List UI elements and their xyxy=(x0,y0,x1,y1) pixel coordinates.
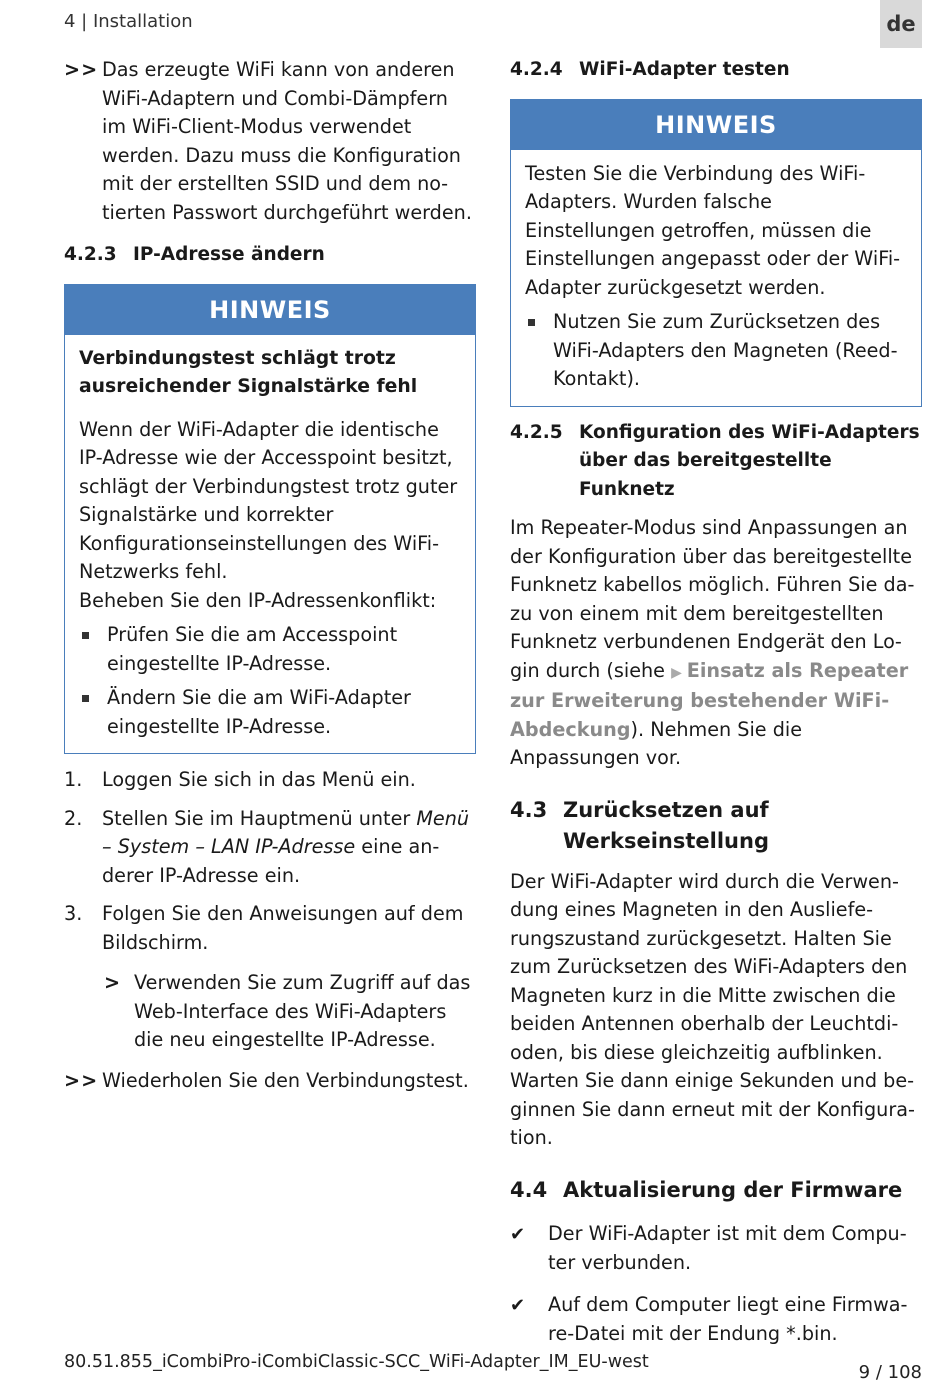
left-column xyxy=(64,56,476,1095)
notice-bullet xyxy=(525,308,907,394)
sub-result-marker: > xyxy=(104,971,121,994)
bullet-square-icon xyxy=(528,319,535,326)
triangle-right-icon: ▶ xyxy=(671,664,687,681)
footer-page-number: 9 / 108 xyxy=(858,1362,922,1383)
notice-bullet xyxy=(79,621,461,678)
step-item xyxy=(64,805,476,891)
result-text: Das erzeugte WiFi kann von anderen WiFi-Adaptern und Combi-Dämpfern im WiFi-Client-Modus verwendet werden. Dazu muss die Konfiguration mit der erstellten SSID und dem notierten Passwort durchgeführt werden. xyxy=(102,58,472,224)
notice-box xyxy=(64,284,476,755)
section-number: 4.2.3 xyxy=(64,244,117,265)
notice-label: HINWEIS xyxy=(65,285,475,335)
bullet-text: Ändern Sie die am WiFi-Adapter eingestellte IP-Adresse. xyxy=(107,686,411,738)
step-number: 3. xyxy=(64,902,83,925)
cross-reference-text: Einsatz als Repeater zur Erweiterung bestehender WiFi-Abdeckung xyxy=(510,658,909,741)
notice-remedy: Beheben Sie den IP-Adressenkonflikt: xyxy=(79,588,437,612)
paragraph-repeater xyxy=(510,514,922,773)
checkmark-icon: ✔ xyxy=(510,1295,526,1316)
notice-text: Testen Sie die Verbindung des WiFi-Adapters. Wurden falsche Einstellungen getroffen, müssen die Einstellungen angepasst oder der WiFi-Adapter zurückgesetzt werden. xyxy=(525,161,901,299)
bullet-text: Prüfen Sie die am Accesspoint eingestellte IP-Adresse. xyxy=(107,623,398,675)
section-heading-4-4 xyxy=(510,1175,922,1207)
result-marker: >> xyxy=(64,1068,99,1092)
notice-text: Wenn der WiFi-Adapter die identische IP-Adresse wie der Accesspoint besitzt, schlägt der Verbindungstest trotz guter Signalstärke und korrekter Konfigurationseinstellungen des WiFi-Netzwerks fehl. xyxy=(79,417,458,583)
notice-bullet xyxy=(79,684,461,741)
paragraph-reset: Der WiFi-Adapter wird durch die Verwendung eines Magneten in den Auslieferungszustand zurückgesetzt. Halten Sie zum Zurücksetzen des WiFi-Adapters den Magneten kurz in die Mitte zwischen die beiden Antennen oberhalb der Leuchtdioden, bis diese gleichzeitig aufblinken. Warten Sie dann einige Sekunden und beginnen Sie dann erneut mit der Konfiguration. xyxy=(510,869,915,1149)
section-title: Konfiguration des WiFi-Adapters über das bereitgestellte Funknetz xyxy=(579,421,920,500)
step-item xyxy=(64,900,476,957)
section-heading-4-2-5 xyxy=(510,419,922,505)
prerequisite-item xyxy=(510,1220,922,1277)
section-number: 4.2.5 xyxy=(510,421,563,443)
notice-body xyxy=(511,150,921,406)
bullet-square-icon xyxy=(82,695,89,702)
step-text: Loggen Sie sich in das Menü ein. xyxy=(102,768,416,791)
step-number: 2. xyxy=(64,806,83,830)
section-title: Aktualisierung der Firmware xyxy=(563,1177,903,1202)
right-column xyxy=(510,56,922,1348)
result-item xyxy=(64,1067,476,1096)
notice-title: Verbindungstest schlägt trotz ausreichender Signalstärke fehl xyxy=(79,347,418,397)
checkmark-icon: ✔ xyxy=(510,1224,526,1245)
paragraph-text-pre: Im Repeater-Modus sind Anpassungen an der Konfiguration über das bereitgestellte Funknetz kabellos möglich. Führen Sie dazu von einem mit dem bereitgestellten Funknetz verbundenen Endgerät den Login durch (siehe xyxy=(510,516,915,682)
bullet-text: Nutzen Sie zum Zurücksetzen des WiFi-Adapters den Magneten (Reed-Kontakt). xyxy=(553,310,898,390)
sub-result-text: Verwenden Sie zum Zugriff auf das Web-Interface des WiFi-Adapters die neu eingestellte IP-Adresse. xyxy=(134,971,471,1051)
step-text-pre: Stellen Sie im Hauptmenü unter xyxy=(102,806,417,830)
section-heading-4-3 xyxy=(510,795,922,858)
notice-label: HINWEIS xyxy=(511,100,921,150)
section-title: WiFi-Adapter testen xyxy=(579,59,790,80)
result-text: Wiederholen Sie den Verbindungstest. xyxy=(102,1068,469,1092)
footer-document-id: 80.51.855_iCombiPro-iCombiClassic-SCC_WiFi-Adapter_IM_EU-west xyxy=(64,1352,649,1372)
notice-box xyxy=(510,99,922,407)
prerequisite-text: Der WiFi-Adapter ist mit dem Computer verbunden. xyxy=(548,1222,907,1274)
result-item xyxy=(64,56,476,227)
language-badge: de xyxy=(880,0,922,48)
step-item xyxy=(64,766,476,795)
prerequisite-text: Auf dem Computer liegt eine Firmware-Datei mit der Endung *.bin. xyxy=(548,1293,908,1345)
notice-body xyxy=(65,335,475,754)
sub-result-item xyxy=(64,969,476,1055)
section-heading-4-2-3 xyxy=(64,241,476,270)
bullet-square-icon xyxy=(82,632,89,639)
section-title: Zurücksetzen auf Werkseinstellung xyxy=(563,797,769,853)
menu-path: Menü – System – LAN IP-Adresse xyxy=(102,806,470,858)
section-heading-4-2-4 xyxy=(510,56,922,85)
paragraph-text-post: ). Nehmen Sie die Anpassungen vor. xyxy=(510,717,803,769)
step-text-post: eine anderer IP-Adresse ein. xyxy=(102,835,440,887)
section-number: 4.4 xyxy=(510,1177,548,1202)
running-header: 4 | Installation xyxy=(64,11,193,32)
step-number: 1. xyxy=(64,768,83,791)
step-text: Folgen Sie den Anweisungen auf dem Bildschirm. xyxy=(102,902,464,954)
section-title: IP-Adresse ändern xyxy=(133,244,325,265)
section-number: 4.3 xyxy=(510,797,548,822)
prerequisite-item xyxy=(510,1291,922,1348)
result-marker: >> xyxy=(64,58,99,81)
section-number: 4.2.4 xyxy=(510,59,563,80)
